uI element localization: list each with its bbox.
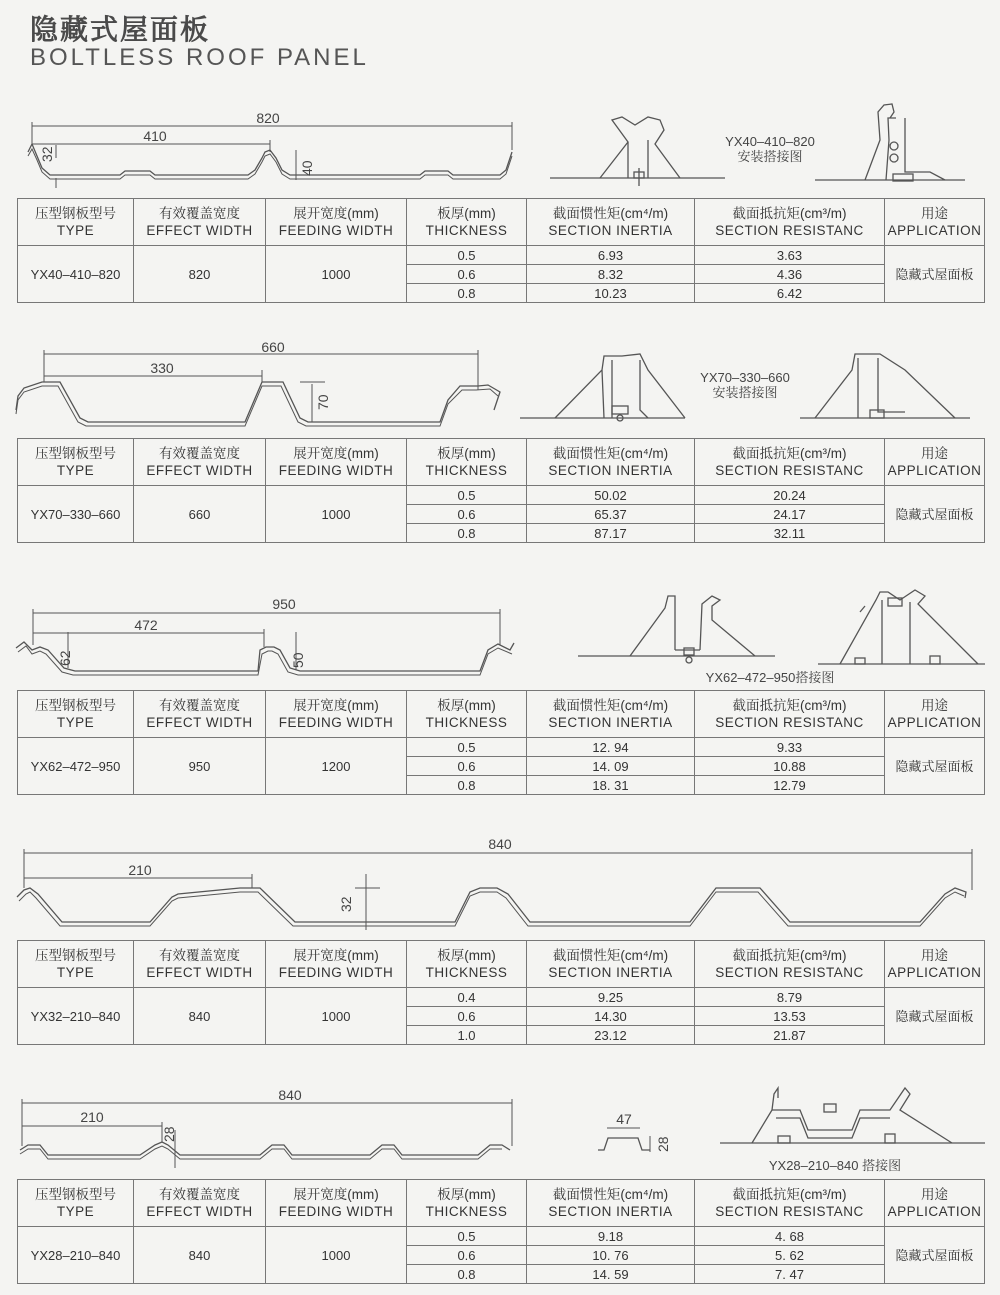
- cell-thickness: 0.5: [407, 1227, 527, 1246]
- page-title-cn: 隐藏式屋面板: [30, 13, 211, 46]
- header-effect-width: 有效覆盖宽度 EFFECT WIDTH: [134, 199, 266, 246]
- cell-inertia: 14.30: [527, 1007, 695, 1026]
- cell-inertia: 10.23: [527, 284, 695, 303]
- panel1-install-drawing-b: [815, 104, 965, 181]
- table-header-row: [18, 199, 985, 246]
- panel3-dim-h2: 50: [290, 652, 306, 668]
- panel5-dim-total: 840: [278, 1087, 302, 1103]
- cell-resistance: 12.79: [695, 776, 885, 795]
- table-header-row: [18, 439, 985, 486]
- cell-inertia: 9.18: [527, 1227, 695, 1246]
- cell-resistance: 6.42: [695, 284, 885, 303]
- panel5-dim-pitch: 210: [80, 1109, 104, 1125]
- header-feeding-width: 展开宽度(mm) FEEDING WIDTH: [266, 941, 407, 988]
- header-type: 压型钢板型号 TYPE: [18, 1180, 134, 1227]
- cell-thickness: 0.6: [407, 505, 527, 524]
- panel5-dim-h-small: 28: [655, 1136, 671, 1152]
- panel2-profile-drawing: [16, 350, 500, 426]
- panel2-spec-table: [17, 438, 985, 543]
- cell-type: YX40–410–820: [18, 246, 134, 303]
- cell-thickness: 0.8: [407, 1265, 527, 1284]
- panel2-caption-1: YX70–330–660: [700, 370, 790, 385]
- panel1-profile-drawing: [28, 122, 512, 188]
- header-effect-width: 有效覆盖宽度 EFFECT WIDTH: [134, 941, 266, 988]
- header-section-inertia: 截面惯性矩(cm⁴/m) SECTION INERTIA: [527, 199, 695, 246]
- panel3-caption-1: YX62–472–950搭接图: [705, 670, 835, 685]
- panel3-dim-total: 950: [272, 596, 296, 612]
- cell-resistance: 21.87: [695, 1026, 885, 1045]
- table-header-row: [18, 941, 985, 988]
- cell-inertia: 6.93: [527, 246, 695, 265]
- cell-application: 隐藏式屋面板: [885, 988, 985, 1045]
- panel1-install-drawing-a: [550, 117, 725, 186]
- page-title-en: BOLTLESS ROOF PANEL: [30, 44, 369, 71]
- header-thickness: 板厚(mm) THICKNESS: [407, 691, 527, 738]
- header-type: 压型钢板型号 TYPE: [18, 199, 134, 246]
- cell-resistance: 20.24: [695, 486, 885, 505]
- cell-inertia: 87.17: [527, 524, 695, 543]
- cell-type: YX28–210–840: [18, 1227, 134, 1284]
- cell-thickness: 0.8: [407, 776, 527, 795]
- panel5-dim-h1: 28: [161, 1126, 177, 1142]
- header-section-resistance: 截面抵抗矩(cm³/m) SECTION RESISTANC: [695, 691, 885, 738]
- cell-inertia: 23.12: [527, 1026, 695, 1045]
- header-effect-width: 有效覆盖宽度 EFFECT WIDTH: [134, 439, 266, 486]
- cell-application: 隐藏式屋面板: [885, 246, 985, 303]
- header-application: 用途 APPLICATION: [885, 439, 985, 486]
- panel1-dim-pitch: 410: [143, 128, 167, 144]
- panel1-dim-h1: 32: [39, 146, 55, 162]
- cell-thickness: 0.6: [407, 265, 527, 284]
- cell-resistance: 24.17: [695, 505, 885, 524]
- cell-effect-width: 950: [134, 738, 266, 795]
- cell-resistance: 13.53: [695, 1007, 885, 1026]
- cell-type: YX70–330–660: [18, 486, 134, 543]
- cell-feeding-width: 1000: [266, 486, 407, 543]
- header-application: 用途 APPLICATION: [885, 1180, 985, 1227]
- table-row: [18, 1227, 985, 1246]
- cell-effect-width: 840: [134, 988, 266, 1045]
- cell-thickness: 0.6: [407, 1246, 527, 1265]
- panel3-spec-table: [17, 690, 985, 795]
- panel3-install-drawing-a: [578, 596, 775, 663]
- cell-thickness: 1.0: [407, 1026, 527, 1045]
- table-row: [18, 486, 985, 505]
- panel2-install-drawing-b: [800, 354, 970, 418]
- panel5-rib-detail-drawing: [598, 1128, 650, 1152]
- header-section-inertia: 截面惯性矩(cm⁴/m) SECTION INERTIA: [527, 1180, 695, 1227]
- cell-resistance: 8.79: [695, 988, 885, 1007]
- table-row: [18, 738, 985, 757]
- header-feeding-width: 展开宽度(mm) FEEDING WIDTH: [266, 199, 407, 246]
- cell-application: 隐藏式屋面板: [885, 738, 985, 795]
- panel2-dim-pitch: 330: [150, 360, 174, 376]
- cell-feeding-width: 1200: [266, 738, 407, 795]
- cell-thickness: 0.6: [407, 757, 527, 776]
- panel5-caption-1: YX28–210–840 搭接图: [768, 1158, 902, 1173]
- cell-resistance: 9.33: [695, 738, 885, 757]
- cell-thickness: 0.6: [407, 1007, 527, 1026]
- header-thickness: 板厚(mm) THICKNESS: [407, 199, 527, 246]
- cell-inertia: 50.02: [527, 486, 695, 505]
- cell-application: 隐藏式屋面板: [885, 486, 985, 543]
- header-thickness: 板厚(mm) THICKNESS: [407, 941, 527, 988]
- cell-thickness: 0.4: [407, 988, 527, 1007]
- header-effect-width: 有效覆盖宽度 EFFECT WIDTH: [134, 1180, 266, 1227]
- panel4-dim-h1: 32: [338, 896, 354, 912]
- cell-inertia: 14. 09: [527, 757, 695, 776]
- table-header-row: [18, 1180, 985, 1227]
- cell-inertia: 18. 31: [527, 776, 695, 795]
- panel2-dim-total: 660: [261, 339, 285, 355]
- cell-thickness: 0.5: [407, 738, 527, 757]
- header-type: 压型钢板型号 TYPE: [18, 941, 134, 988]
- panel3-dim-h1: 62: [57, 650, 73, 666]
- header-thickness: 板厚(mm) THICKNESS: [407, 439, 527, 486]
- panel2-dim-h1: 70: [315, 394, 331, 410]
- cell-inertia: 14. 59: [527, 1265, 695, 1284]
- table-row: [18, 988, 985, 1007]
- cell-resistance: 4.36: [695, 265, 885, 284]
- panel4-dim-pitch: 210: [128, 862, 152, 878]
- cell-resistance: 7. 47: [695, 1265, 885, 1284]
- panel5-install-drawing: [720, 1088, 985, 1143]
- cell-type: YX62–472–950: [18, 738, 134, 795]
- header-application: 用途 APPLICATION: [885, 941, 985, 988]
- cell-thickness: 0.5: [407, 486, 527, 505]
- header-type: 压型钢板型号 TYPE: [18, 691, 134, 738]
- header-section-resistance: 截面抵抗矩(cm³/m) SECTION RESISTANC: [695, 1180, 885, 1227]
- header-feeding-width: 展开宽度(mm) FEEDING WIDTH: [266, 1180, 407, 1227]
- table-row: [18, 246, 985, 265]
- header-section-resistance: 截面抵抗矩(cm³/m) SECTION RESISTANC: [695, 941, 885, 988]
- cell-effect-width: 660: [134, 486, 266, 543]
- header-application: 用途 APPLICATION: [885, 199, 985, 246]
- panel2-caption-2: 安装搭接图: [712, 385, 778, 400]
- panel4-profile-drawing: [17, 849, 972, 930]
- header-section-resistance: 截面抵抗矩(cm³/m) SECTION RESISTANC: [695, 439, 885, 486]
- table-header-row: [18, 691, 985, 738]
- panel1-caption-2: 安装搭接图: [737, 149, 803, 164]
- panel1-spec-table: [17, 198, 985, 303]
- panel5-spec-table: [17, 1179, 985, 1284]
- header-thickness: 板厚(mm) THICKNESS: [407, 1180, 527, 1227]
- cell-thickness: 0.8: [407, 524, 527, 543]
- cell-feeding-width: 1000: [266, 246, 407, 303]
- cell-effect-width: 820: [134, 246, 266, 303]
- panel3-install-drawing-b: [818, 590, 985, 664]
- header-section-inertia: 截面惯性矩(cm⁴/m) SECTION INERTIA: [527, 941, 695, 988]
- cell-type: YX32–210–840: [18, 988, 134, 1045]
- header-type: 压型钢板型号 TYPE: [18, 439, 134, 486]
- header-section-inertia: 截面惯性矩(cm⁴/m) SECTION INERTIA: [527, 691, 695, 738]
- header-application: 用途 APPLICATION: [885, 691, 985, 738]
- panel5-dim-w-small: 47: [616, 1111, 632, 1127]
- header-section-resistance: 截面抵抗矩(cm³/m) SECTION RESISTANC: [695, 199, 885, 246]
- panel3-dim-pitch: 472: [134, 617, 158, 633]
- cell-thickness: 0.5: [407, 246, 527, 265]
- header-section-inertia: 截面惯性矩(cm⁴/m) SECTION INERTIA: [527, 439, 695, 486]
- panel1-caption-1: YX40–410–820: [725, 134, 815, 149]
- cell-resistance: 5. 62: [695, 1246, 885, 1265]
- panel1-dim-total: 820: [256, 110, 280, 126]
- cell-application: 隐藏式屋面板: [885, 1227, 985, 1284]
- cell-inertia: 65.37: [527, 505, 695, 524]
- cell-inertia: 8.32: [527, 265, 695, 284]
- cell-resistance: 10.88: [695, 757, 885, 776]
- cell-inertia: 12. 94: [527, 738, 695, 757]
- header-feeding-width: 展开宽度(mm) FEEDING WIDTH: [266, 439, 407, 486]
- panel4-spec-table: [17, 940, 985, 1045]
- panel1-dim-h2: 40: [299, 160, 315, 176]
- cell-effect-width: 840: [134, 1227, 266, 1284]
- panel3-profile-drawing: [16, 609, 514, 675]
- cell-inertia: 10. 76: [527, 1246, 695, 1265]
- cell-resistance: 3.63: [695, 246, 885, 265]
- cell-feeding-width: 1000: [266, 988, 407, 1045]
- cell-resistance: 32.11: [695, 524, 885, 543]
- header-feeding-width: 展开宽度(mm) FEEDING WIDTH: [266, 691, 407, 738]
- panel2-install-drawing-a: [520, 354, 685, 421]
- cell-resistance: 4. 68: [695, 1227, 885, 1246]
- cell-thickness: 0.8: [407, 284, 527, 303]
- panel4-dim-total: 840: [488, 836, 512, 852]
- cell-inertia: 9.25: [527, 988, 695, 1007]
- cell-feeding-width: 1000: [266, 1227, 407, 1284]
- header-effect-width: 有效覆盖宽度 EFFECT WIDTH: [134, 691, 266, 738]
